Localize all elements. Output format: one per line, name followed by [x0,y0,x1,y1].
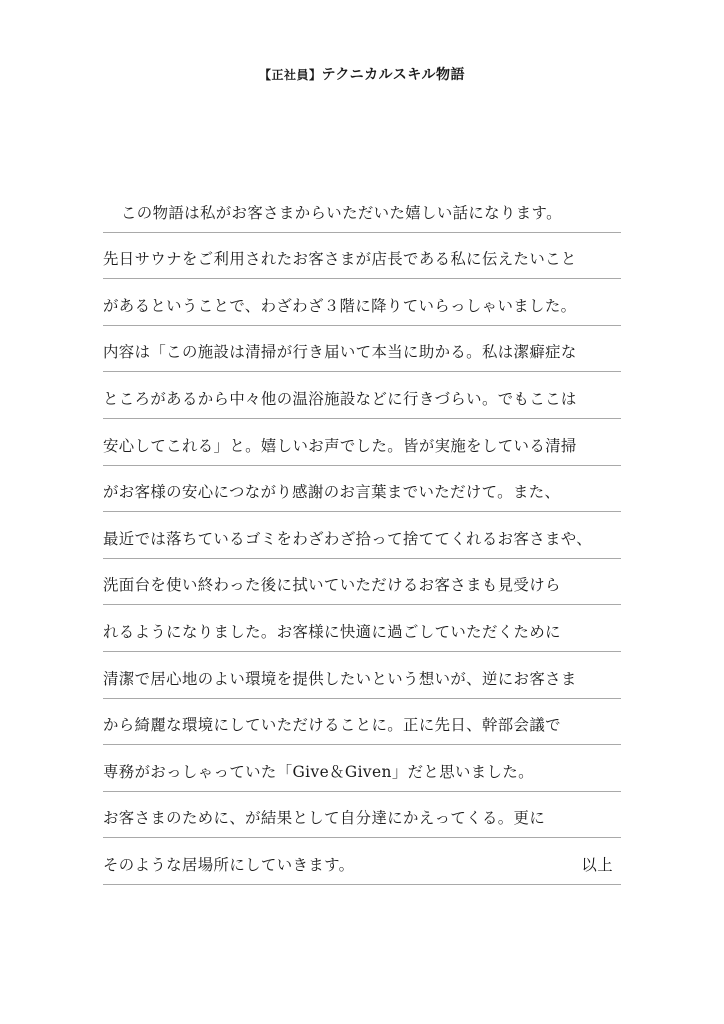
text-line [103,699,621,746]
text-line [103,466,621,513]
line-text: 最近では落ちているゴミをわざわざ拾って捨ててくれるお客さまや、 [103,529,593,548]
closing-mark: 以上 [581,855,613,874]
text-line [103,652,621,699]
line-text: があるということで、わざわざ３階に降りていらっしゃいました。 [103,296,577,315]
line-text: 内容は「この施設は清掃が行き届いて本当に助かる。私は潔癖症な [103,343,577,362]
text-line [103,605,621,652]
title-tag: 【正社員】 [258,68,322,82]
text-line [103,745,621,792]
line-text: 清潔で居心地のよい環境を提供したいという想いが、逆にお客さま [103,669,577,688]
text-line [103,326,621,373]
ruled-text-body [103,186,621,885]
text-line [103,186,621,233]
line-text: れるようになりました。お客様に快適に過ごしていただくために [103,622,561,641]
line-text: 専務がおっしゃっていた「Give＆Given」だと思いました。 [103,762,534,781]
text-line [103,372,621,419]
line-text: この物語は私がお客さまからいただいた嬉しい話になります。 [121,203,562,222]
line-text: から綺麗な環境にしていただけることに。正に先日、幹部会議で [103,716,561,735]
line-text: そのような居場所にしていきます。 [103,855,355,874]
text-line [103,792,621,839]
line-text: 安心してこれる」と。嬉しいお声でした。皆が実施をしている清掃 [103,436,577,455]
text-line [103,233,621,280]
line-text: お客さまのために、が結果として自分達にかえってくる。更に [103,809,546,828]
title-text: テクニカルスキル物語 [321,67,466,83]
text-line [103,279,621,326]
text-line [103,512,621,559]
line-text: がお客様の安心につながり感謝のお言葉までいただけて。また、 [103,483,561,502]
line-text: 先日サウナをご利用されたお客さまが店長である私に伝えたいこと [103,250,577,269]
text-line [103,419,621,466]
text-line [103,838,621,885]
line-text: 洗面台を使い終わった後に拭いていただけるお客さまも見受けら [103,576,561,595]
text-line [103,559,621,606]
document-title [0,64,724,84]
line-text: ところがあるから中々他の温浴施設などに行きづらい。でもここは [103,389,577,408]
